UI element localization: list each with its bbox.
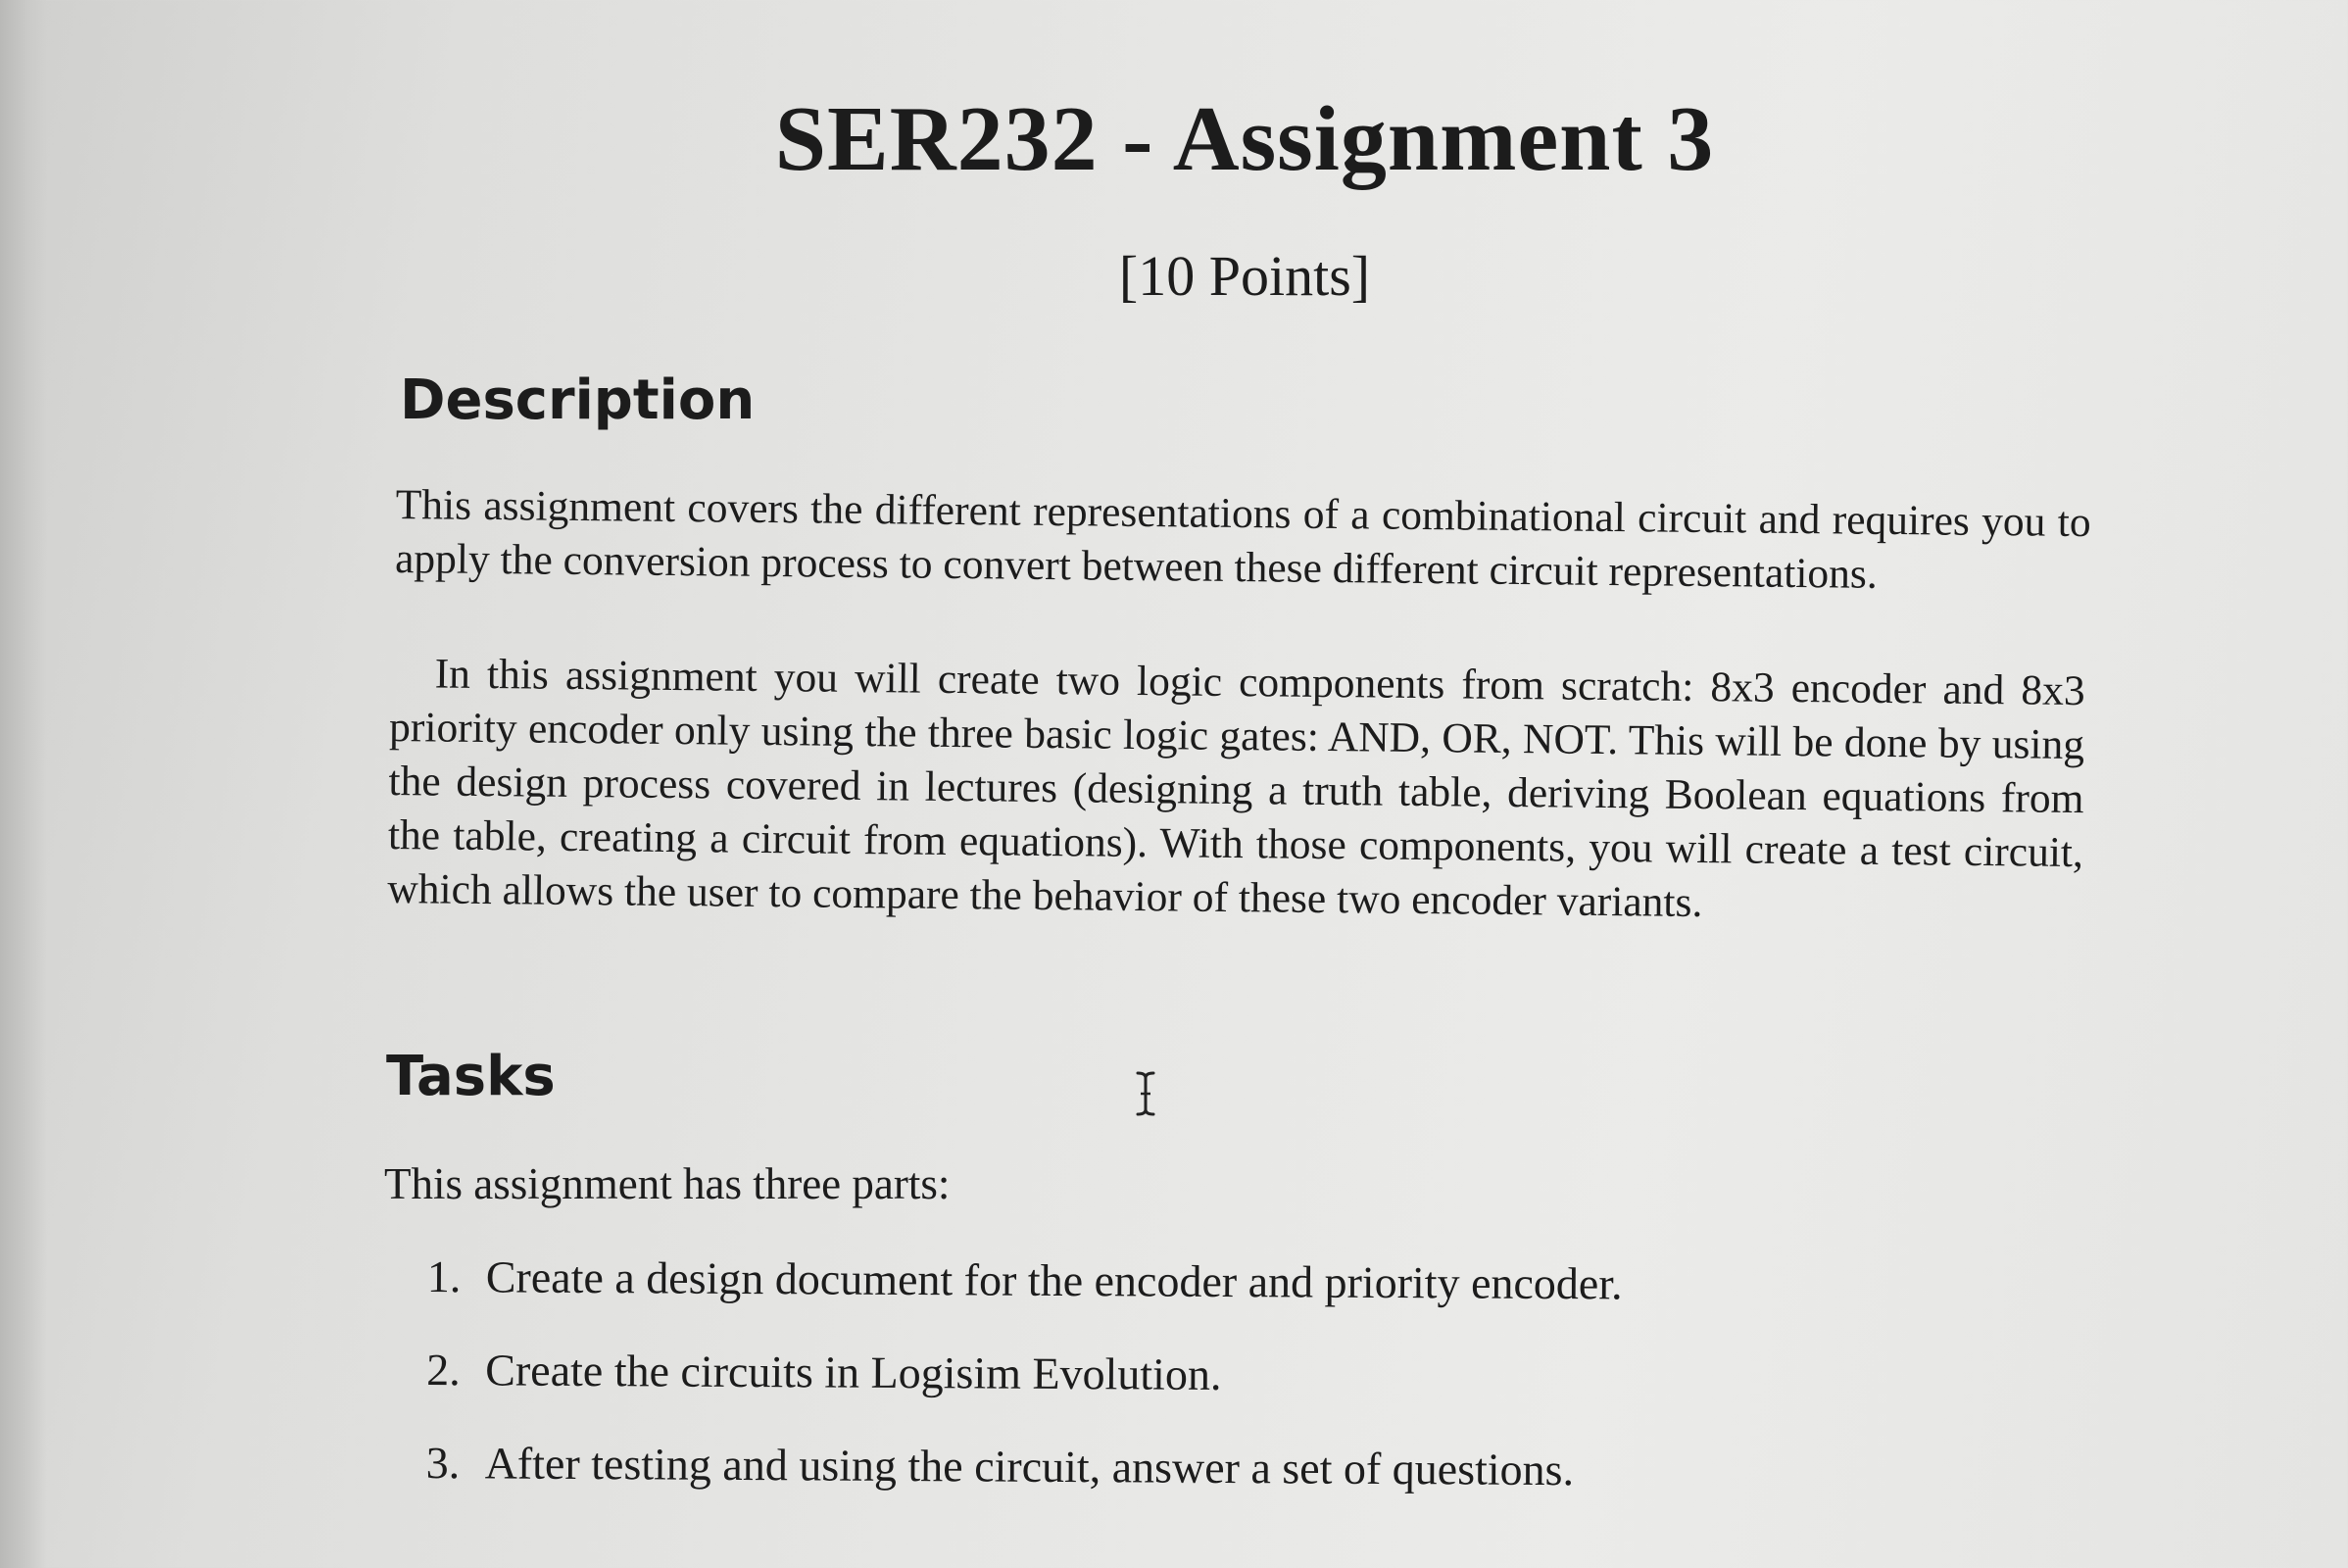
task-text: Create a design document for the encoder and priority encoder.: [485, 1251, 1623, 1309]
text-ibeam-cursor-icon: [1135, 1070, 1156, 1117]
task-text: After testing and using the circuit, answer a set of questions.: [484, 1438, 1575, 1495]
task-item-3: [425, 1437, 2190, 1541]
task-number: 1.: [426, 1251, 462, 1302]
document-points: [10 Points]: [1118, 244, 1371, 308]
description-paragraph-2: In this assignment you will create two logic components from scratch: 8x3 encoder and 8x3 priority encoder only using the three basic logic gates: AND, OR, NOT. This will be done by using the design process covered in lectures (designing a truth table, deriving Boolean equations from the table, creating a circuit from equations). With those components, you will create a test circuit, which allows the user to compare the behavior of these two encoder variants.: [387, 650, 2085, 927]
task-item-1: [426, 1250, 2191, 1354]
task-text: Create the circuits in Logisim Evolution.: [485, 1345, 1222, 1399]
description-heading: Description: [400, 368, 756, 432]
task-number: 3.: [425, 1437, 461, 1489]
description-paragraph-1: This assignment covers the different representations of a combinational circuit and requires you to apply the conversion process to convert between these different circuit representations.: [394, 480, 2091, 598]
task-item-2: [426, 1344, 2191, 1447]
task-number: 2.: [426, 1344, 461, 1396]
task-list: [425, 1250, 2191, 1541]
tasks-intro: This assignment has three parts:: [384, 1159, 951, 1208]
tasks-heading: Tasks: [386, 1045, 556, 1108]
document-title: SER232 - Assignment 3: [774, 88, 1715, 190]
